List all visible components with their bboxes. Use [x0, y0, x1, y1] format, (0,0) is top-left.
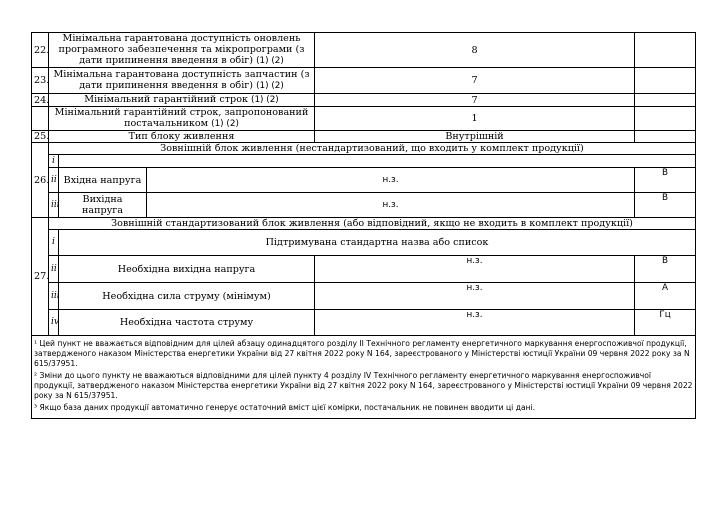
sub-label: Необхідна вихідна напруга — [59, 256, 315, 283]
sub-index: iv — [49, 310, 59, 336]
row-value: Внутрішній — [315, 131, 635, 143]
document-page — [31, 32, 695, 419]
row-26-header — [32, 143, 696, 155]
sub-index: iii — [49, 193, 59, 218]
row-26-ii — [32, 168, 696, 193]
sub-label: Необхідна сила струму (мінімум) — [59, 283, 315, 310]
sub-label: Підтримувана стандартна назва або список — [59, 230, 696, 256]
row-extra-cell — [635, 33, 696, 68]
sub-label: Вхідна напруга — [59, 168, 147, 193]
row-value: 8 — [315, 33, 635, 68]
row-label: Мінімальний гарантійний строк (1) (2) — [49, 94, 315, 107]
footnote-1: ¹ Цей пункт не вважається відповідним для цілей абзацу одинадцятого розділу II Технічного регламенту енергетичного маркування енергоспоживчої продукції, затвердженого наказом Міністерства енергетики України від 27 квітня 2022 року N 164, зареєстрованого у Міністерстві юстиції України 09 червня 2022 року за N 615/37951. — [34, 339, 690, 368]
sub-index: ii — [49, 168, 59, 193]
row-23 — [32, 68, 696, 94]
sub-label: Необхідна частота струму — [59, 310, 315, 336]
row-27-iii — [32, 283, 696, 310]
sub-label: Вихідна напруга — [59, 193, 147, 218]
row-label: Тип блоку живлення — [49, 131, 315, 143]
empty-cell — [59, 155, 696, 168]
sub-value: н.з. — [315, 283, 635, 310]
sub-value: н.з. — [147, 168, 635, 193]
row-number: 26. — [32, 143, 49, 218]
row-27-ii — [32, 256, 696, 283]
row-extra-cell — [635, 131, 696, 143]
section-header: Зовнішній стандартизований блок живлення (або відповідний, якщо не входить в комплект продукції) — [49, 218, 696, 230]
row-22 — [32, 33, 696, 68]
footnote-3: ³ Якщо база даних продукції автоматично генерує остаточний вміст цієї комірки, постачальник не повинен вводити ці дані. — [34, 403, 536, 412]
section-header: Зовнішній блок живлення (нестандартизований, що входить у комплект продукції) — [49, 143, 696, 155]
row-extra-cell — [635, 68, 696, 94]
row-24 — [32, 94, 696, 107]
row-value: 7 — [315, 94, 635, 107]
row-label: Мінімальна гарантована доступність оновлень програмного забезпечення та мікропрограми (з дати припинення введення в обіг) (1) (2) — [49, 33, 315, 68]
sub-unit: В — [635, 193, 696, 218]
sub-unit: Гц — [635, 310, 696, 336]
row-value: 1 — [315, 107, 635, 131]
sub-unit: В — [635, 168, 696, 193]
row-number: 24. — [32, 94, 49, 107]
sub-value: н.з. — [147, 193, 635, 218]
row-27-iv — [32, 310, 696, 336]
row-number: 23. — [32, 68, 49, 94]
footnote-2: ² Зміни до цього пункту не вважаються відповідними для цілей пункту 4 розділу IV Технічного регламенту енергетичного маркування енергоспоживчої продукції, затвердженого наказом Міністерства енергетики України від 27 квітня 2022 року N 164, зареєстрованого у Міністерстві юстиції України 09 червня 2022 року за N 615/37951. — [34, 371, 693, 400]
sub-index: i — [49, 230, 59, 256]
sub-index: i — [49, 155, 59, 168]
row-label: Мінімальна гарантована доступність запчастин (з дати припинення введення в обіг) (1) (2) — [49, 68, 315, 94]
row-25 — [32, 131, 696, 143]
product-info-table — [31, 32, 696, 419]
row-24-supplier — [32, 107, 696, 131]
row-26-iii — [32, 193, 696, 218]
sub-unit: В — [635, 256, 696, 283]
row-value: 7 — [315, 68, 635, 94]
sub-index: iii — [49, 283, 59, 310]
row-extra-cell — [635, 94, 696, 107]
sub-index: ii — [49, 256, 59, 283]
row-27-header — [32, 218, 696, 230]
row-number: 25. — [32, 131, 49, 143]
row-extra-cell — [635, 107, 696, 131]
row-26-i — [32, 155, 696, 168]
row-number-empty — [32, 107, 49, 131]
footnotes-row — [32, 336, 696, 419]
row-27-i — [32, 230, 696, 256]
sub-value: н.з. — [315, 256, 635, 283]
row-number: 22. — [32, 33, 49, 68]
row-label: Мінімальний гарантійний строк, запропонований постачальником (1) (2) — [49, 107, 315, 131]
row-number: 27. — [32, 218, 49, 336]
footnotes — [32, 336, 696, 419]
sub-value: н.з. — [315, 310, 635, 336]
sub-unit: А — [635, 283, 696, 310]
